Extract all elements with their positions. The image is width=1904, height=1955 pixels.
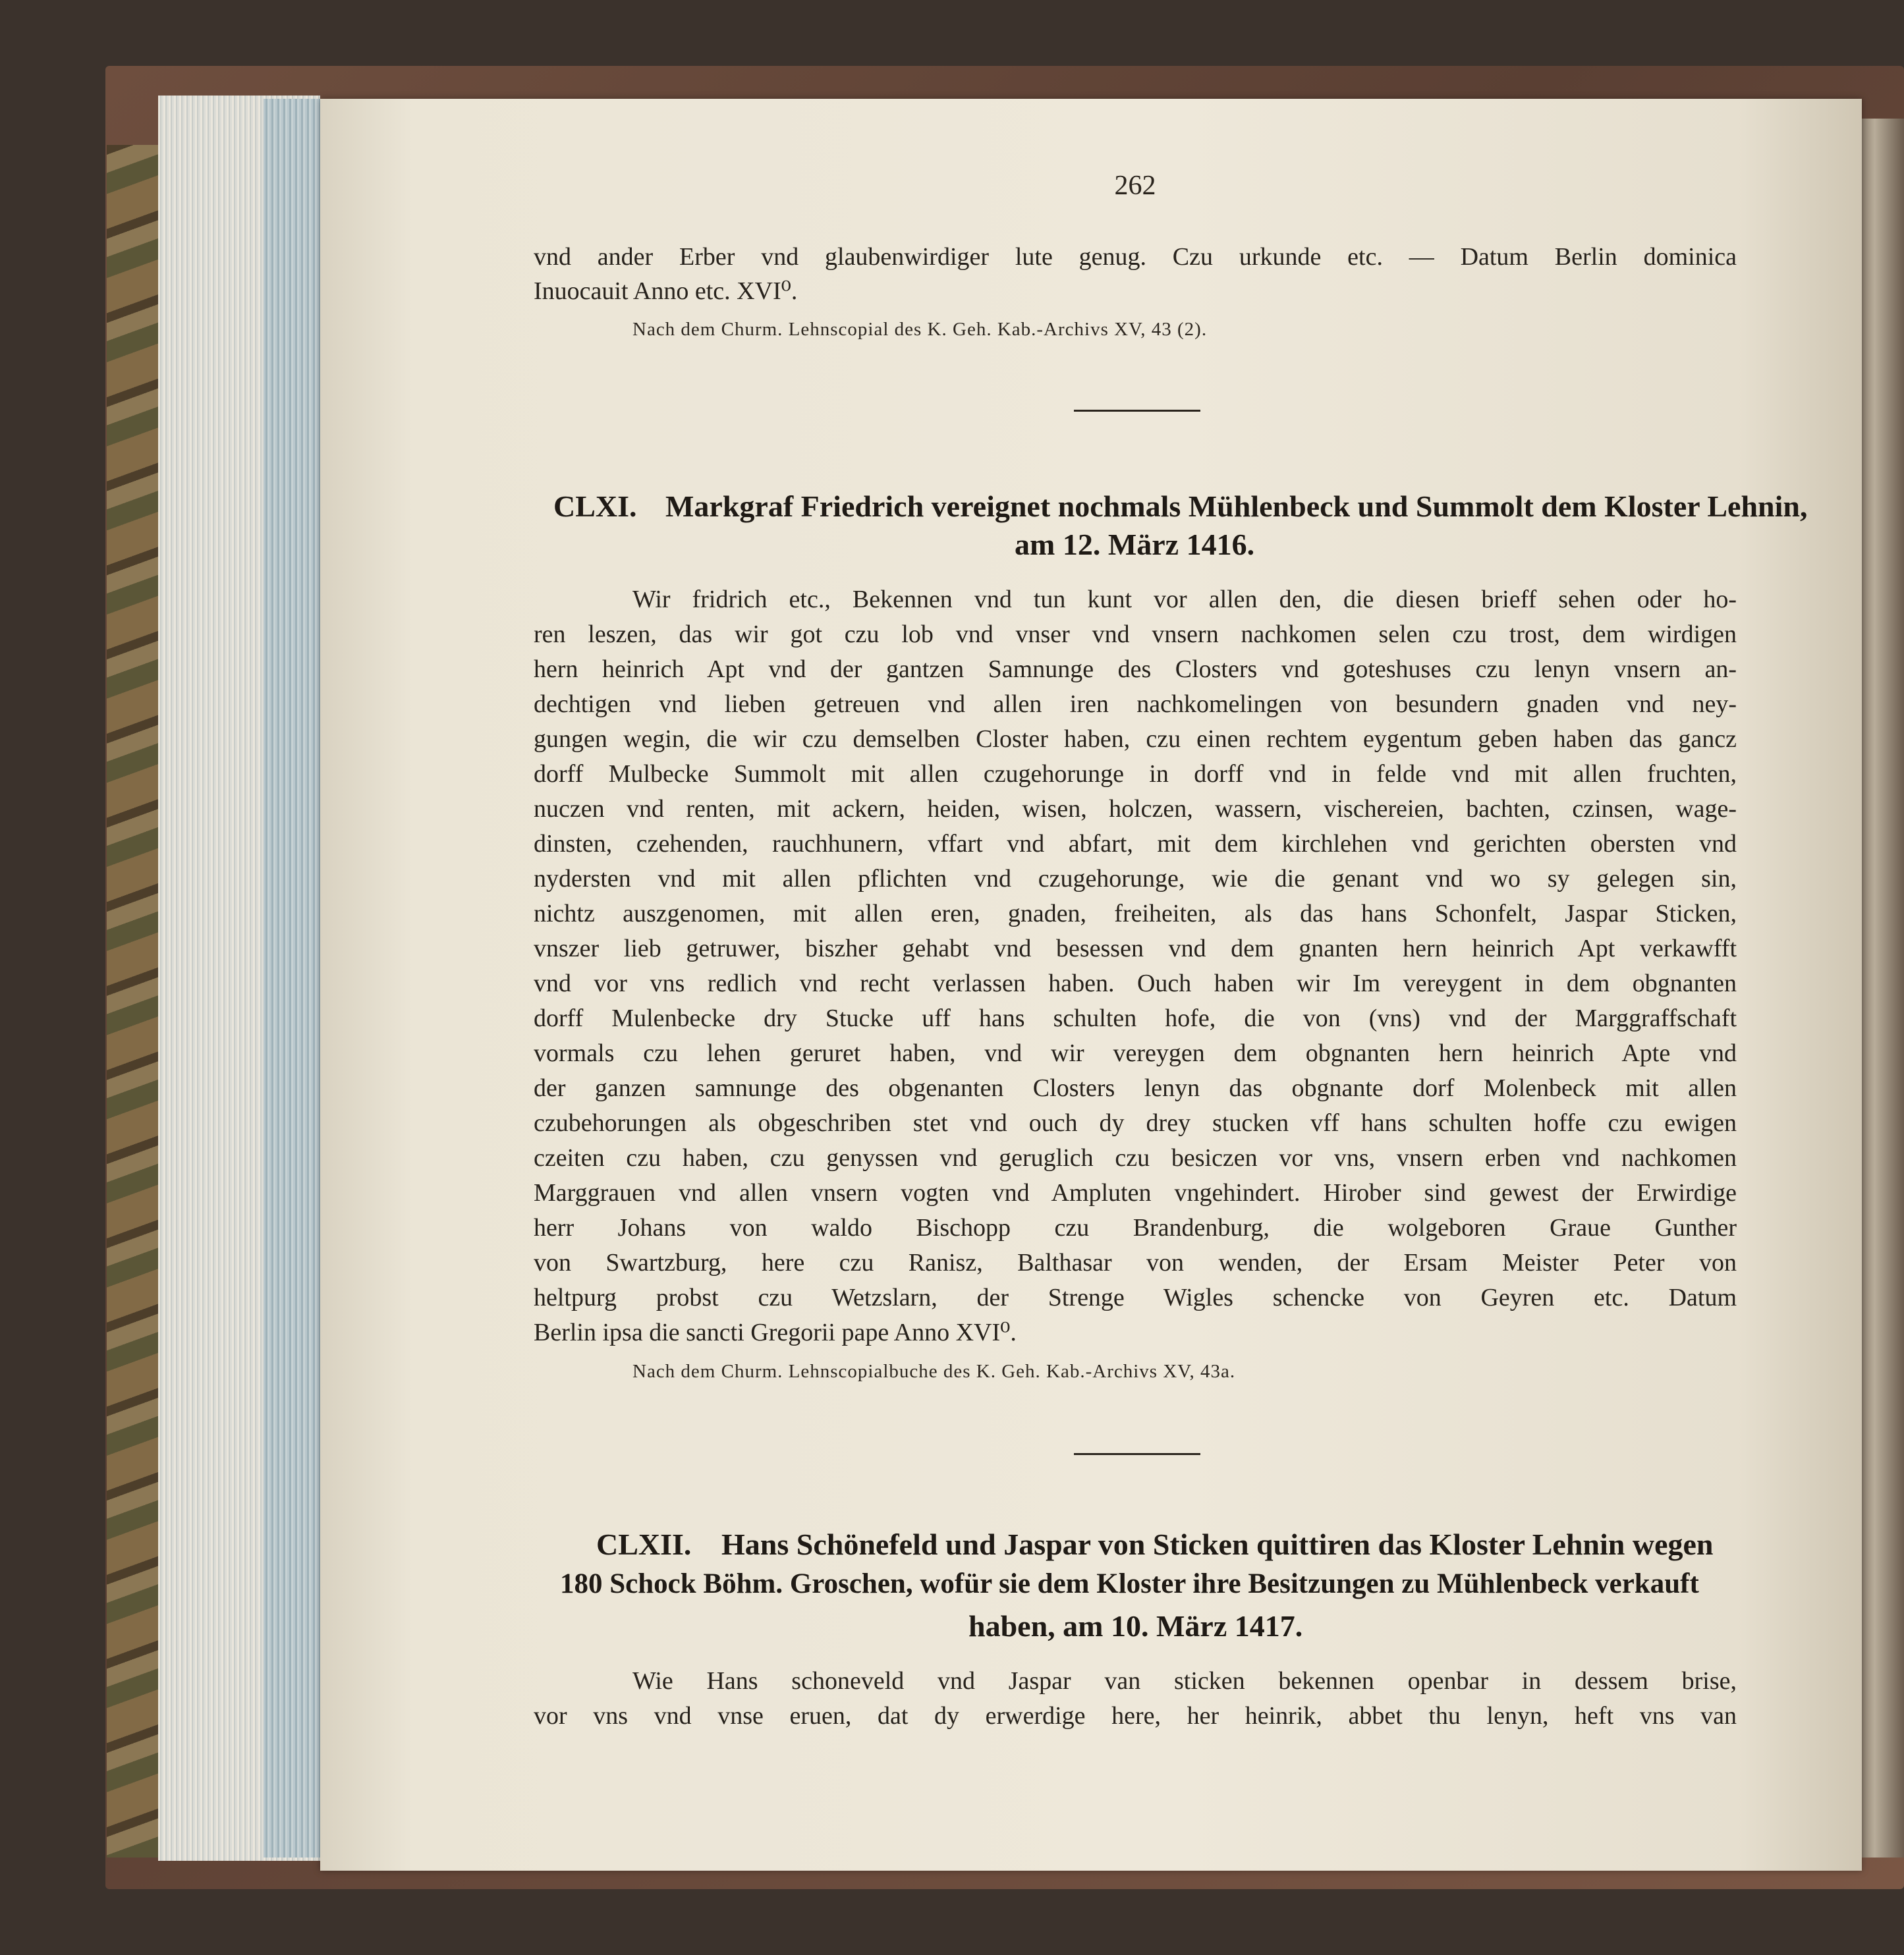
- top-line-1: vnd ander Erber vnd glaubenwirdiger lute genug. Czu urkunde etc. — Datum Berlin dominica: [534, 243, 1737, 271]
- text-line: nuczen vnd renten, mit ackern, heiden, wisen, holczen, wassern, vischereien, bachten, czinsen, wage-: [534, 795, 1737, 823]
- text-line: dorff Mulbecke Summolt mit allen czugehorunge in dorff vnd in felde vnd mit allen fruchten,: [534, 760, 1737, 788]
- section-divider-1: [1074, 410, 1200, 412]
- section-divider-2: [1074, 1453, 1200, 1455]
- facing-page-edge: [1862, 119, 1904, 1858]
- text-line: Wie Hans schoneveld vnd Jaspar van sticken bekennen openbar in dessem brise,: [632, 1667, 1737, 1695]
- doc-title-clxii-line3: haben, am 10. März 1417.: [968, 1609, 1303, 1643]
- doc-title-clxii-line2: 180 Schock Böhm. Groschen, wofür sie dem Kloster ihre Besitzungen zu Mühlenbeck verkauft: [560, 1568, 1699, 1599]
- text-line: Marggrauen vnd allen vnsern vogten vnd Ampluten vngehindert. Hirober sind gewest der Erwirdige: [534, 1179, 1737, 1207]
- text-line: nydersten vnd mit allen pflichten vnd czugehorunge, wie die genant vnd wo sy gelegen sin,: [534, 865, 1737, 893]
- text-line: heltpurg probst czu Wetzslarn, der Strenge Wigles schencke von Geyren etc. Datum: [534, 1284, 1737, 1311]
- text-line: dorff Mulenbecke dry Stucke uff hans schulten hofe, die von (vns) vnd der Marggraffschaft: [534, 1005, 1737, 1032]
- source-note-2: Nach dem Churm. Lehnscopialbuche des K. Geh. Kab.-Archivs XV, 43a.: [632, 1361, 1236, 1382]
- doc-title-clxii-line1: Hans Schönefeld und Jaspar von Sticken quittiren das Kloster Lehnin wegen: [721, 1528, 1714, 1561]
- text-line: dinsten, czehenden, rauchhunern, vffart vnd abfart, mit dem kirchlehen vnd gerichten obersten vnd: [534, 830, 1737, 858]
- text-line: vor vns vnd vnse eruen, dat dy erwerdige here, her heinrik, abbet thu lenyn, heft vns van: [534, 1702, 1737, 1730]
- doc-number-clxi: CLXI.: [553, 489, 637, 523]
- text-line: czeiten czu haben, czu genyssen vnd geruglich czu besiczen vor vns, vnsern erben vnd nachkomen: [534, 1144, 1737, 1172]
- text-line: vnszer lieb getruwer, biszher gehabt vnd besessen vnd dem gnanten hern heinrich Apt verkawfft: [534, 935, 1737, 962]
- text-line: Wir fridrich etc., Bekennen vnd tun kunt vor allen den, die diesen brieff sehen oder ho-: [632, 586, 1737, 613]
- page-edges-tinted: [264, 99, 323, 1858]
- text-line: hern heinrich Apt vnd der gantzen Samnunge des Closters vnd goteshuses czu lenyn vnsern an-: [534, 655, 1737, 683]
- text-line: vormals czu lehen geruret haben, vnd wir vereygen dem obgnanten hern heinrich Apte vnd: [534, 1039, 1737, 1067]
- text-line: gungen wegin, die wir czu demselben Closter haben, czu einen rechtem eygentum geben haben das gancz: [534, 725, 1737, 753]
- text-line: Berlin ipsa die sancti Gregorii pape Anno XVI⁰.: [534, 1319, 1017, 1346]
- doc-number-clxii: CLXII.: [596, 1528, 692, 1561]
- text-line: vnd vor vns redlich vnd recht verlassen haben. Ouch haben wir Im vereygent in dem obgnanten: [534, 970, 1737, 997]
- text-line: ren leszen, das wir got czu lob vnd vnser vnd vnsern nachkomen selen czu trost, dem wirdigen: [534, 620, 1737, 648]
- doc-title-clxi-line1: Markgraf Friedrich vereignet nochmals Mühlenbeck und Summolt dem Kloster Lehnin,: [665, 489, 1808, 523]
- marbled-edge: [107, 145, 166, 1858]
- source-note-1: Nach dem Churm. Lehnscopial des K. Geh. Kab.-Archivs XV, 43 (2).: [632, 319, 1208, 340]
- top-line-2: Inuocauit Anno etc. XVI⁰.: [534, 277, 798, 305]
- text-line: herr Johans von waldo Bischopp czu Brandenburg, die wolgeboren Graue Gunther: [534, 1214, 1737, 1242]
- text-line: nichtz auszgenomen, mit allen eren, gnaden, freiheiten, als das hans Schonfelt, Jaspar Sticken,: [534, 900, 1737, 927]
- doc-title-clxi-line2: am 12. März 1416.: [1015, 528, 1255, 561]
- text-line: dechtigen vnd lieben getreuen vnd allen iren nachkomelingen von besundern gnaden vnd ney-: [534, 690, 1737, 718]
- text-line: von Swartzburg, here czu Ranisz, Balthasar von wenden, der Ersam Meister Peter von: [534, 1249, 1737, 1277]
- text-line: der ganzen samnunge des obgenanten Closters lenyn das obgnante dorf Molenbeck mit allen: [534, 1074, 1737, 1102]
- page-number: 262: [1114, 171, 1156, 201]
- text-line: czubehorungen als obgeschriben stet vnd ouch dy drey stucken vff hans schulten hoffe czu ewigen: [534, 1109, 1737, 1137]
